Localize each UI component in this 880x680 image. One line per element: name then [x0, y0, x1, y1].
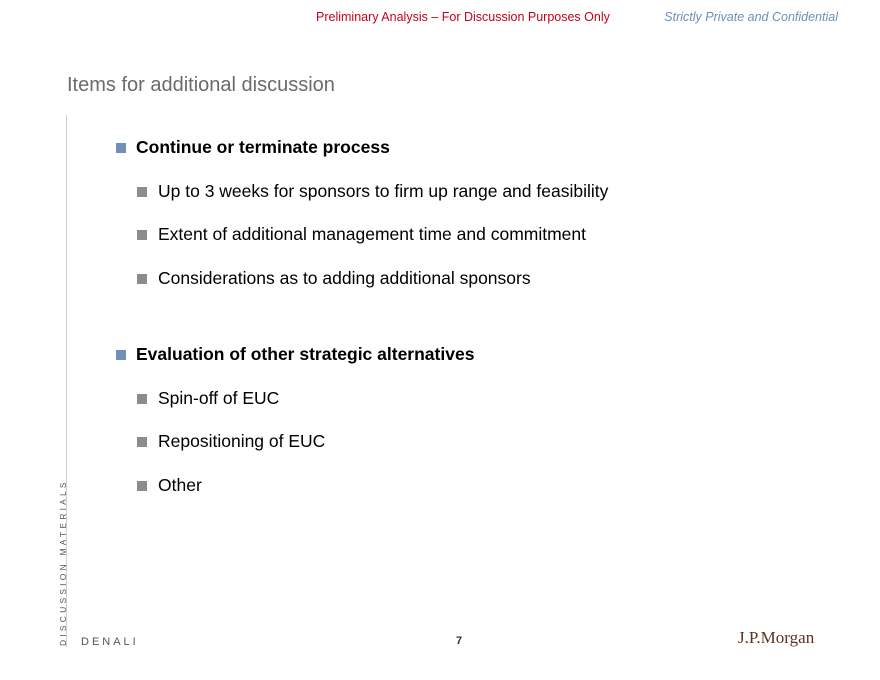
- square-bullet-icon: [116, 350, 126, 360]
- list-item-text: Extent of additional management time and commitment: [158, 224, 586, 244]
- section-heading: [116, 137, 390, 158]
- confidentiality-notice: Strictly Private and Confidential: [664, 10, 838, 24]
- list-item-text: Other: [158, 475, 202, 495]
- square-bullet-icon: [137, 394, 147, 404]
- square-bullet-icon: [137, 481, 147, 491]
- jpmorgan-logo: J.P.Morgan: [738, 628, 815, 647]
- list-item: [137, 388, 279, 409]
- side-label: DISCUSSION MATERIALS: [58, 479, 68, 646]
- list-item: [137, 268, 531, 289]
- page-number: 7: [456, 635, 463, 647]
- section-heading-text: Continue or terminate process: [136, 137, 390, 157]
- section-heading: [116, 344, 474, 365]
- list-item: [137, 431, 325, 452]
- list-item: [137, 475, 202, 496]
- square-bullet-icon: [137, 437, 147, 447]
- list-item: [137, 224, 586, 245]
- list-item-text: Spin-off of EUC: [158, 388, 280, 408]
- square-bullet-icon: [137, 274, 147, 284]
- project-name: DENALI: [81, 636, 139, 648]
- square-bullet-icon: [116, 143, 126, 153]
- square-bullet-icon: [137, 187, 147, 197]
- preliminary-notice: Preliminary Analysis – For Discussion Purposes Only: [316, 10, 610, 24]
- section-heading-text: Evaluation of other strategic alternatives: [136, 344, 475, 364]
- list-item-text: Up to 3 weeks for sponsors to firm up range and feasibility: [158, 181, 609, 201]
- square-bullet-icon: [137, 230, 147, 240]
- page-title: Items for additional discussion: [67, 74, 335, 96]
- list-item: [137, 181, 608, 202]
- list-item-text: Considerations as to adding additional sponsors: [158, 268, 531, 288]
- list-item-text: Repositioning of EUC: [158, 431, 326, 451]
